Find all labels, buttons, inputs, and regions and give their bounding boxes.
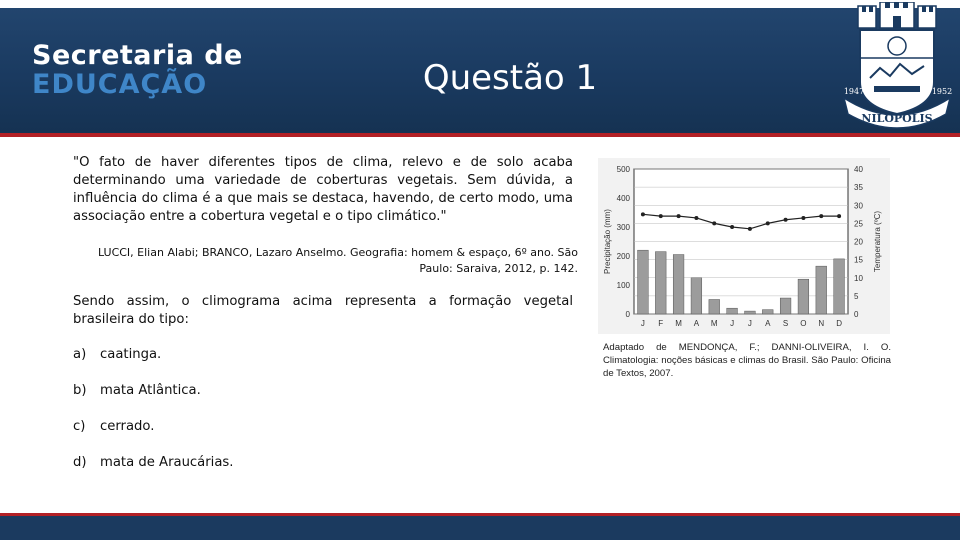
option-text: caatinga. (100, 347, 162, 362)
question-citation: LUCCI, Elian Alabi; BRANCO, Lazaro Anselmo. Geografia: homem & espaço, 6º ano. São Paulo: Saraiva, 2012, p. 142. (97, 246, 578, 275)
x-tick-label: A (693, 319, 700, 328)
precipitation-bar (638, 250, 649, 314)
page-title: Questão 1 (422, 58, 598, 98)
precipitation-bar (673, 255, 684, 314)
y-right-tick-label: 40 (854, 165, 863, 174)
y-left-tick-label: 400 (616, 194, 630, 203)
precipitation-bar (691, 278, 702, 314)
y-left-axis-label: Precipitação (mm) (603, 209, 612, 274)
precipitation-bar (727, 308, 738, 314)
option-letter: b) (73, 383, 87, 398)
climograph (598, 158, 890, 334)
x-tick-label: S (782, 319, 789, 328)
y-right-tick-label: 0 (854, 310, 859, 319)
footer-stripe (0, 513, 960, 516)
x-tick-label: M (675, 319, 682, 328)
header-bar (0, 0, 960, 133)
y-right-tick-label: 5 (854, 291, 859, 301)
y-right-tick-label: 35 (854, 183, 863, 193)
seal-year-right: 1952 (931, 87, 953, 96)
temperature-point (801, 216, 805, 220)
x-tick-label: F (658, 319, 664, 328)
precipitation-bar (745, 311, 756, 314)
brand-logo (32, 42, 243, 98)
option-text: mata de Araucárias. (100, 455, 234, 470)
precipitation-bar (798, 279, 809, 314)
y-left-tick-label: 300 (616, 223, 630, 232)
temperature-point (819, 214, 823, 218)
option-text: mata Atlântica. (100, 383, 201, 398)
y-left-tick-label: 500 (616, 165, 630, 174)
option-letter: d) (73, 455, 87, 470)
chart-source: Adaptado de MENDONÇA, F.; DANNI-OLIVEIRA, I. O. Climatologia: noções básicas e climas do Brasil. São Paulo: Oficina de Textos, 2007. (603, 342, 891, 379)
y-left-tick-label: 200 (616, 252, 630, 261)
seal-year-left: 1947 (843, 87, 865, 96)
municipal-seal-icon (838, 2, 956, 130)
temperature-point (641, 212, 645, 216)
y-right-tick-label: 10 (854, 273, 863, 283)
y-right-axis-label: Temperatura (ºC) (873, 210, 882, 273)
y-right-tick-label: 25 (854, 219, 863, 229)
y-left-tick-label: 0 (625, 310, 630, 319)
y-left-tick-label: 100 (616, 281, 630, 290)
y-right-tick-label: 20 (854, 237, 863, 247)
x-tick-label: A (765, 319, 771, 328)
x-tick-label: D (836, 319, 842, 328)
x-tick-label: O (800, 319, 807, 328)
precipitation-bar (780, 298, 791, 314)
option-letter: c) (73, 419, 86, 434)
footer-band (0, 513, 960, 540)
option-d[interactable] (73, 454, 234, 472)
temperature-point (730, 225, 734, 229)
x-tick-label: J (640, 319, 645, 328)
option-text: cerrado. (100, 419, 155, 434)
temperature-point (659, 214, 663, 218)
y-right-tick-label: 15 (854, 255, 863, 265)
temperature-point (837, 214, 841, 218)
question-prompt: Sendo assim, o climograma acima representa a formação vegetal brasileira do tipo: (73, 294, 573, 327)
x-tick-label: N (818, 319, 825, 328)
question-text: "O fato de haver diferentes tipos de clima, relevo e de solo acaba determinando uma variedade de coberturas vegetais. Sem dúvida, a influência do clima é a que mais se destaca, havendo, de certo modo, uma associação entre a cobertura vegetal e o tipo climático." (73, 155, 573, 224)
x-tick-label: J (730, 319, 735, 328)
temperature-point (784, 218, 788, 222)
precipitation-bar (816, 266, 827, 314)
precipitation-bar (834, 259, 845, 314)
x-tick-label: M (710, 319, 718, 328)
precipitation-bar (762, 310, 773, 314)
option-letter: a) (73, 347, 87, 362)
temperature-point (694, 216, 698, 220)
header-stripe (0, 133, 960, 137)
temperature-point (748, 227, 752, 231)
temperature-point (677, 214, 681, 218)
temperature-point (766, 221, 770, 225)
brand-line1: Secretaria de (32, 40, 243, 71)
precipitation-bar (709, 300, 720, 315)
seal-name: NILÓPOLIS (861, 112, 933, 125)
option-a[interactable] (73, 346, 161, 364)
climograph-svg (598, 158, 890, 334)
x-tick-label: J (747, 319, 752, 328)
option-b[interactable] (73, 382, 201, 400)
brand-line2: EDUCAÇÃO (32, 69, 208, 100)
precipitation-bar (655, 252, 666, 314)
y-right-tick-label: 30 (854, 201, 863, 211)
temperature-point (712, 221, 716, 225)
option-c[interactable] (73, 418, 154, 436)
